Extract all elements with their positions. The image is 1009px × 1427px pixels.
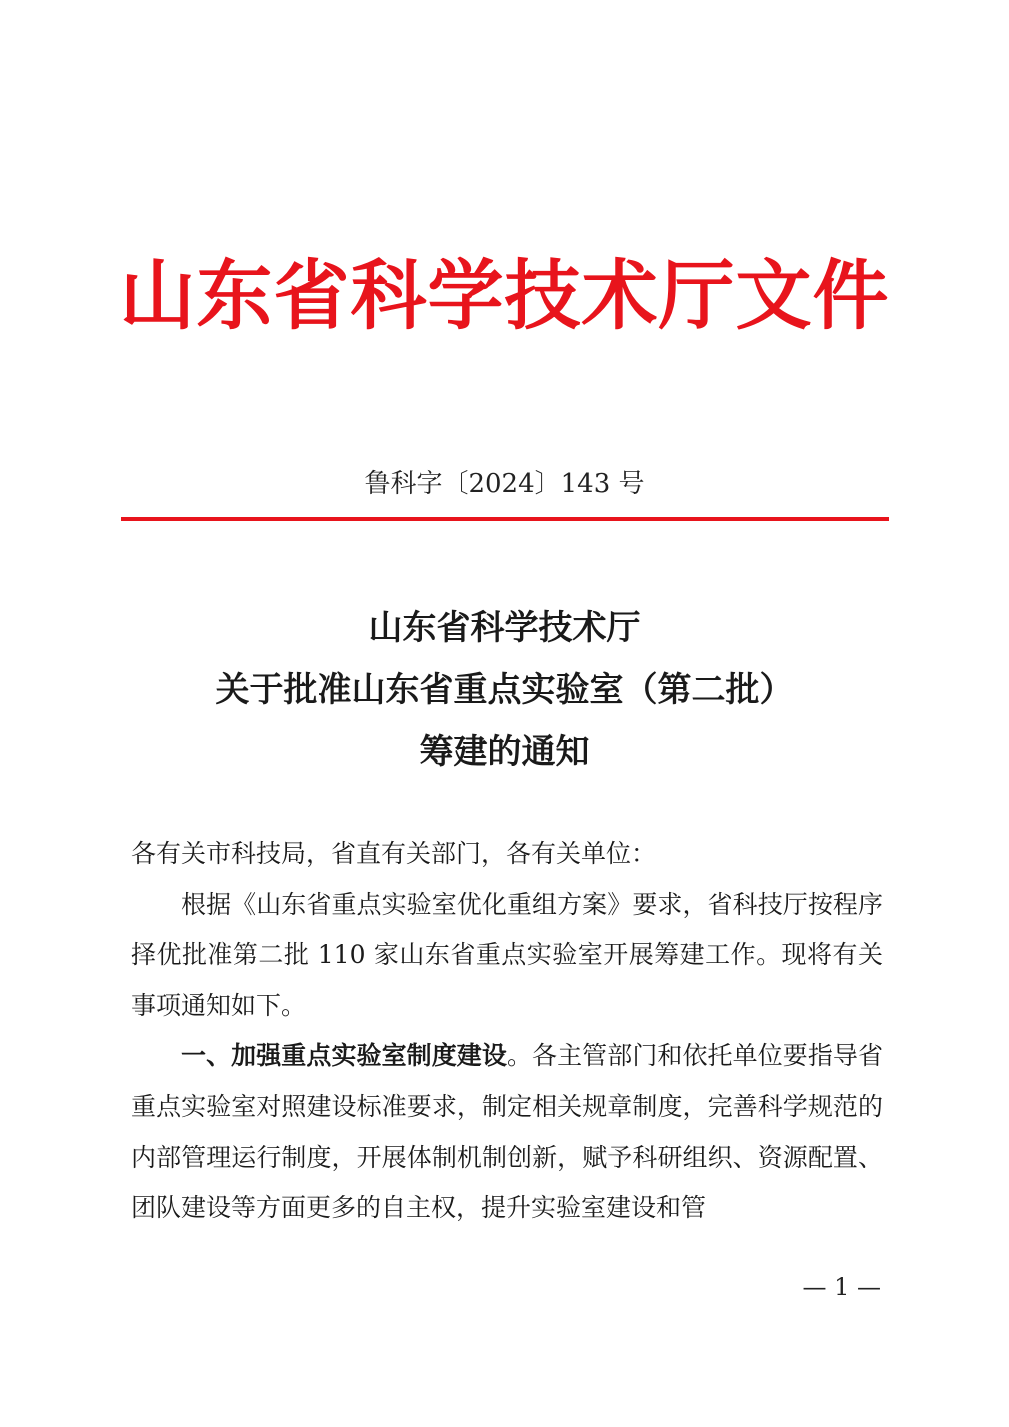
section-1-text: 。各主管部门和依托单位要指导省重点实验室对照建设标准要求，制定相关规章制度，完善科学规范的内部管理运行制度，开展体制机制创新，赋予科研组织、资源配置、团队建设等方面更多的自主权，提升实验室建设和管 xyxy=(131,1041,883,1223)
paragraph-intro: 根据《山东省重点实验室优化重组方案》要求，省科技厅按程序择优批准第二批 110 家山东省重点实验室开展筹建工作。现将有关事项通知如下。 xyxy=(131,889,883,1020)
document-number: 鲁科字〔2024〕143 号 xyxy=(364,469,645,499)
title-line-1: 山东省科学技术厅 xyxy=(368,608,641,648)
title-line-2: 关于批准山东省重点实验室（第二批） xyxy=(215,670,794,710)
title-line-3: 筹建的通知 xyxy=(419,732,590,772)
paragraph-section-1 xyxy=(131,1031,883,1233)
document-title xyxy=(0,597,1009,783)
salutation: 各有关市科技局，省直有关部门，各有关单位： xyxy=(131,839,657,868)
red-divider-line xyxy=(121,517,889,521)
page-number: — 1 — xyxy=(802,1273,881,1301)
document-masthead: 山东省科学技术厅文件 xyxy=(119,251,890,340)
document-body xyxy=(131,829,883,1234)
section-1-heading: 一、加强重点实验室制度建设 xyxy=(181,1041,507,1071)
